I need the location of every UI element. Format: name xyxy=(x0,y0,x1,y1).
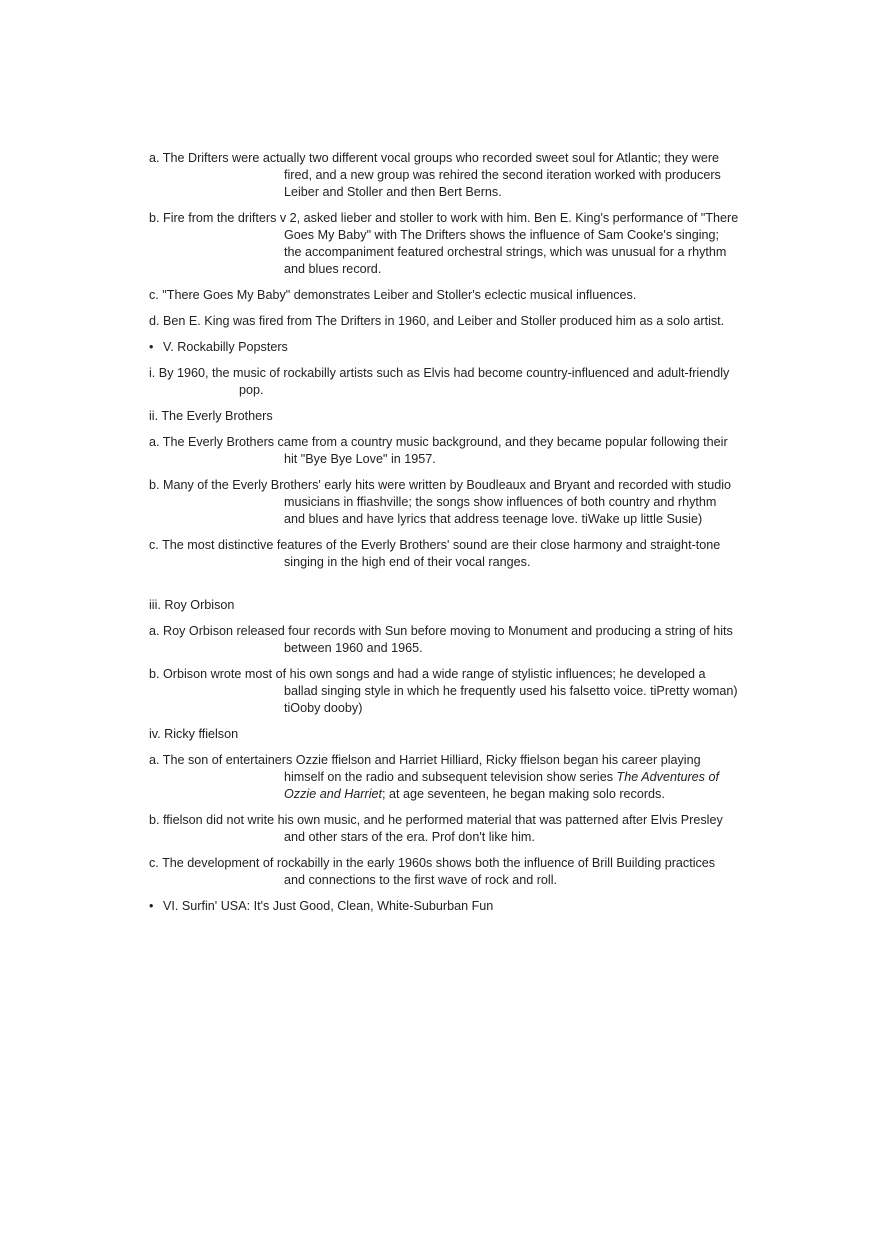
show-title: The Adventures of Ozzie and Harriet xyxy=(284,770,719,801)
section-vi-heading xyxy=(149,898,739,915)
nelson-item-b: b. ffielson did not write his own music, and he performed material that was patterned after Elvis Presley and other stars of the era. Prof don't like him. xyxy=(149,813,723,844)
section-vi-title: VI. Surfin' USA: It's Just Good, Clean, White-Suburban Fun xyxy=(163,899,494,913)
orbison-item-a: a. Roy Orbison released four records with Sun before moving to Monument and producing a string of hits between 1960 and 1965. xyxy=(149,624,733,655)
nelson-a-text-start: a. The son of entertainers Ozzie ffielson and Harriet Hilliard, Ricky ffielson began his career playing himself on the radio and subsequent television show series xyxy=(149,753,701,784)
everly-item-b: b. Many of the Everly Brothers' early hits were written by Boudleaux and Bryant and recorded with studio musicians in ffiashville; the songs show influences of both country and rhythm and blues and have lyrics that address teenage love. tiWake up little Susie) xyxy=(149,478,732,526)
bullet-icon: • xyxy=(149,899,154,913)
nelson-item-a xyxy=(149,752,739,803)
section-v-item-i: i. By 1960, the music of rockabilly artists such as Elvis had become country-influenced and adult-friendly pop. xyxy=(149,366,730,397)
bullet-icon: • xyxy=(149,340,154,354)
section-v-item-ii: ii. The Everly Brothers xyxy=(149,409,273,423)
nelson-a-text-end: ; at age seventeen, he began making solo records. xyxy=(382,787,665,801)
orbison-item-b: b. Orbison wrote most of his own songs and had a wide range of stylistic influences; he developed a ballad singing style in which he frequently used his falsetto voice. tiPretty woman) tiOoby dooby) xyxy=(149,667,738,715)
drifters-item-a: a. The Drifters were actually two different vocal groups who recorded sweet soul for Atlantic; they were fired, and a new group was rehired the second iteration worked with producers Leiber and Stoller and then Bert Berns. xyxy=(149,151,721,199)
section-v-item-iii: iii. Roy Orbison xyxy=(149,598,235,612)
drifters-item-d: d. Ben E. King was fired from The Drifters in 1960, and Leiber and Stoller produced him as a solo artist. xyxy=(149,314,725,328)
section-v-heading xyxy=(149,339,739,356)
everly-item-c: c. The most distinctive features of the Everly Brothers' sound are their close harmony and straight-tone singing in the high end of their vocal ranges. xyxy=(149,538,721,569)
drifters-item-b: b. Fire from the drifters v 2, asked lieber and stoller to work with him. Ben E. King's performance of "There Goes My Baby" with The Drifters shows the influence of Sam Cooke's singing; the accompaniment featured orchestral strings, which was unusual for a rhythm and blues record. xyxy=(149,211,739,276)
section-v-title: V. Rockabilly Popsters xyxy=(163,340,288,354)
everly-item-a: a. The Everly Brothers came from a country music background, and they became popular following their hit "Bye Bye Love" in 1957. xyxy=(149,435,728,466)
section-v-item-iv: iv. Ricky ffielson xyxy=(149,727,239,741)
outline-body xyxy=(149,150,739,924)
drifters-item-c: c. "There Goes My Baby" demonstrates Leiber and Stoller's eclectic musical influences. xyxy=(149,288,637,302)
nelson-item-c: c. The development of rockabilly in the early 1960s shows both the influence of Brill Building practices and connections to the first wave of rock and roll. xyxy=(149,856,716,887)
